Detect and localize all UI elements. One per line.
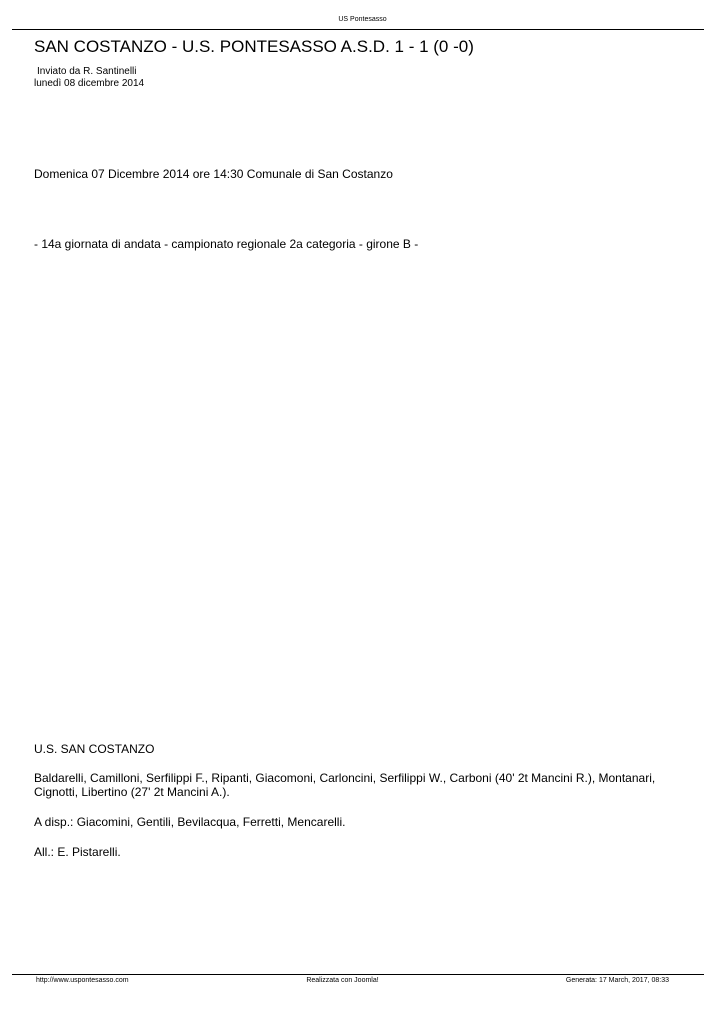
article-date: lunedì 08 dicembre 2014: [34, 78, 145, 89]
team-lineup: Baldarelli, Camilloni, Serfilippi F., Ripanti, Giacomoni, Carloncini, Serfilippi W., Carboni (40' 2t Mancini R.), Montanari, Cignotti, Libertino (27' 2t Mancini A.).: [34, 771, 656, 799]
footer-credit: Realizzata con Joomla!: [306, 977, 379, 984]
article-author: Inviato da R. Santinelli: [37, 66, 137, 77]
team-name: U.S. SAN COSTANZO: [34, 742, 155, 756]
footer-generated: Generata: 17 March, 2017, 08:33: [565, 977, 669, 984]
team-coach: All.: E. Pistarelli.: [34, 845, 121, 859]
match-info: Domenica 07 Dicembre 2014 ore 14:30 Comunale di San Costanzo: [34, 167, 393, 181]
article-meta: [34, 66, 144, 90]
header-divider: [12, 29, 704, 30]
footer-url: http://www.uspontesasso.com: [36, 977, 129, 984]
footer-divider: [12, 974, 704, 975]
article-title: SAN COSTANZO - U.S. PONTESASSO A.S.D. 1 - 1 (0 -0): [34, 37, 474, 56]
site-header: US Pontesasso: [338, 16, 387, 23]
team-bench: A disp.: Giacomini, Gentili, Bevilacqua, Ferretti, Mencarelli.: [34, 815, 346, 829]
round-info: - 14a giornata di andata - campionato regionale 2a categoria - girone B -: [34, 237, 419, 251]
